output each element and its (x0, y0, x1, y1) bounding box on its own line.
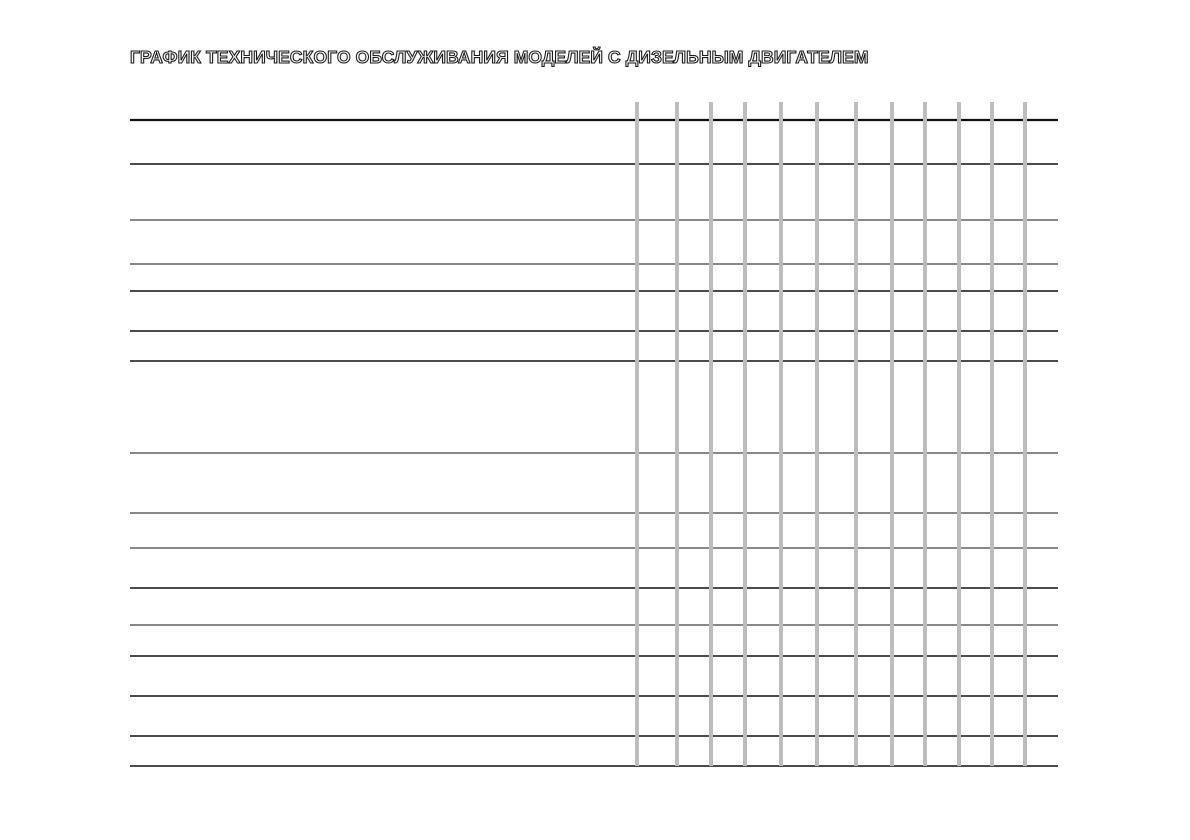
page-title: ГРАФИК ТЕХНИЧЕСКОГО ОБСЛУЖИВАНИЯ МОДЕЛЕЙ С ДИЗЕЛЬНЫМ ДВИГАТЕЛЕМ (130, 47, 869, 67)
